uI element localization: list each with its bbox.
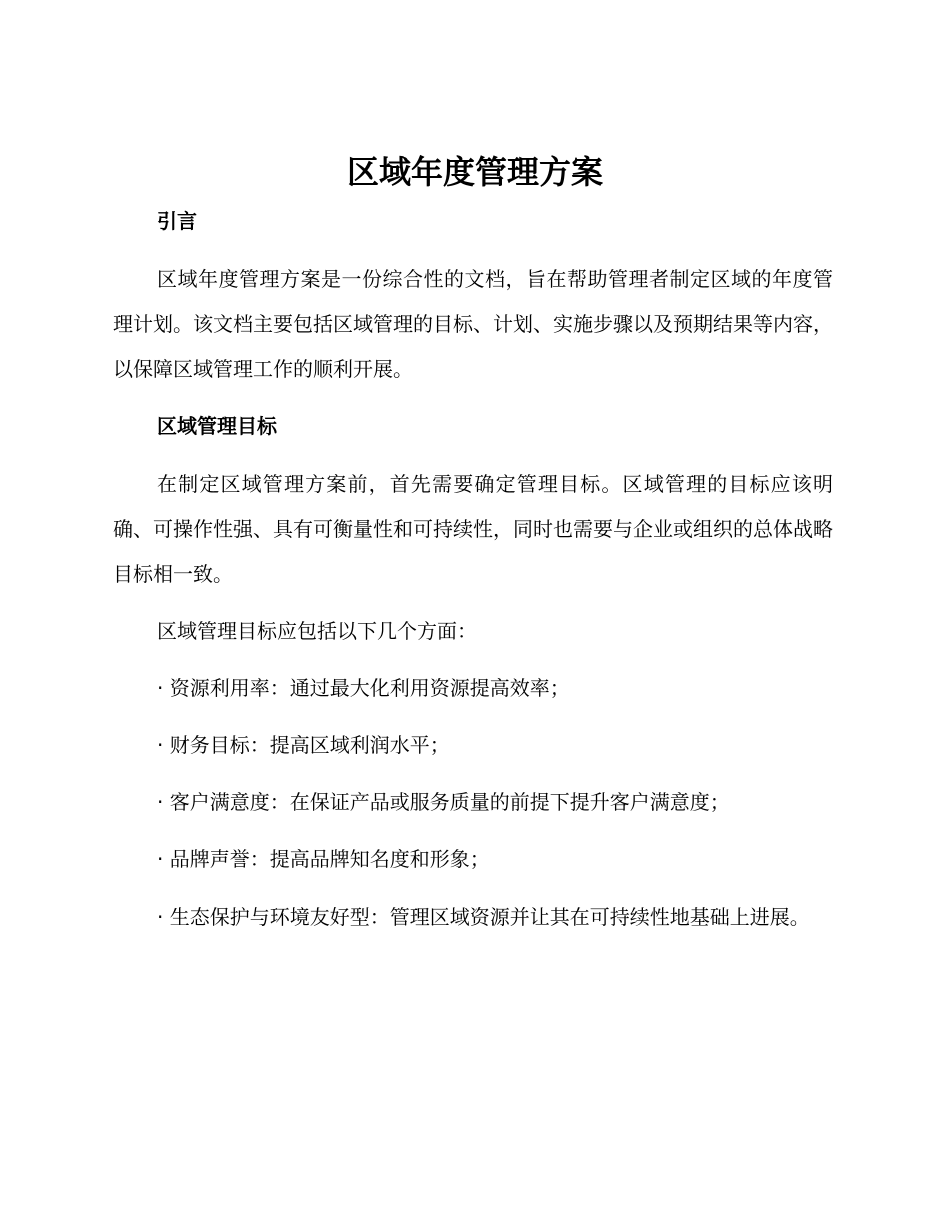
goal-bullet-item: · 财务目标：提高区域利润水平； [157, 733, 450, 757]
goal-bullet-item: · 资源利用率：通过最大化利用资源提高效率； [157, 676, 570, 700]
goal-bullet-item: · 客户满意度：在保证产品或服务质量的前提下提升客户满意度； [157, 790, 730, 814]
goals-paragraph: 在制定区域管理方案前，首先需要确定管理目标。区域管理的目标应该明确、可操作性强、具有可衡量性和可持续性，同时也需要与企业或组织的总体战略目标相一致。 [113, 472, 833, 586]
section-heading-introduction: 引言 [157, 209, 197, 233]
document-title: 区域年度管理方案 [346, 153, 603, 191]
goals-intro-line: 区域管理目标应包括以下几个方面： [157, 619, 477, 643]
goal-bullet-item: · 品牌声誉：提高品牌知名度和形象； [157, 847, 490, 871]
goal-bullet-item: · 生态保护与环境友好型：管理区域资源并让其在可持续性地基础上进展。 [157, 905, 810, 929]
introduction-paragraph: 区域年度管理方案是一份综合性的文档，旨在帮助管理者制定区域的年度管理计划。该文档主要包括区域管理的目标、计划、实施步骤以及预期结果等内容，以保障区域管理工作的顺利开展。 [113, 267, 833, 381]
section-heading-goals: 区域管理目标 [157, 414, 277, 438]
